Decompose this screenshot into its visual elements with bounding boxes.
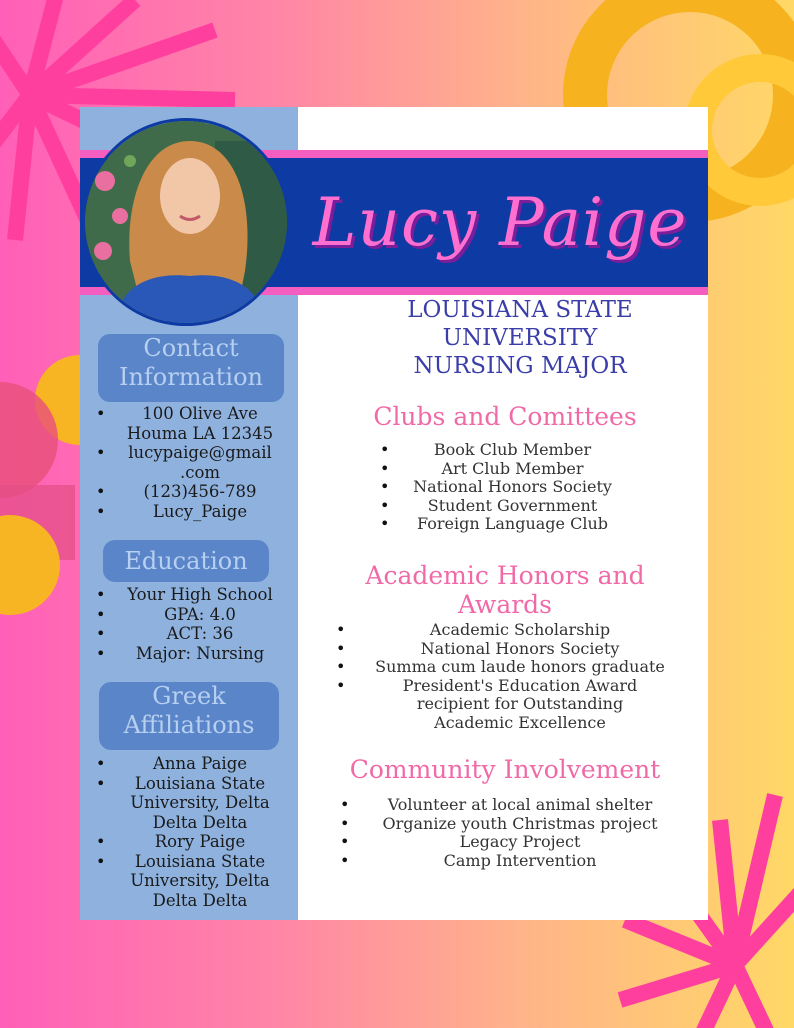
list-item: Delta Delta	[152, 890, 248, 910]
education-list	[84, 585, 294, 663]
list-item: • Rory Paige	[84, 832, 294, 852]
clubs-heading: Clubs and Comittees	[373, 402, 637, 431]
portrait-illustration	[85, 121, 290, 326]
name-title: Lucy Paige	[312, 184, 688, 261]
list-item: • GPA: 4.0	[84, 605, 294, 625]
profile-photo	[82, 118, 290, 326]
list-item: • Foreign Language Club	[380, 515, 645, 534]
list-item: • Louisiana State	[84, 852, 294, 872]
list-item: • Lucy_Paige	[84, 502, 294, 522]
greek-list	[84, 754, 294, 910]
list-item: • Anna Paige	[84, 754, 294, 774]
contact-heading	[98, 334, 284, 402]
list-item: • National Honors Society	[380, 478, 645, 497]
honors-heading	[330, 561, 680, 619]
contact-list	[84, 404, 294, 521]
list-item: .com	[179, 462, 221, 482]
list-item: Academic Excellence	[434, 712, 606, 732]
education-heading: Education	[103, 540, 269, 582]
list-item: • Louisiana State	[84, 774, 294, 794]
community-heading: Community Involvement	[349, 755, 661, 784]
list-item: • Student Government	[380, 497, 645, 516]
list-item: • 100 Olive Ave	[84, 404, 294, 424]
list-item: • (123)456-789	[84, 482, 294, 502]
greek-heading	[99, 682, 279, 750]
community-list	[340, 796, 700, 870]
honors-list	[336, 621, 704, 733]
clubs-list	[380, 441, 645, 534]
honors-heading-line-2: Awards	[457, 590, 553, 619]
list-item: • lucypaige@gmail	[84, 443, 294, 463]
list-item: • Major: Nursing	[84, 644, 294, 664]
list-item: • Summa cum laude honors graduate	[336, 658, 704, 677]
list-item: • Academic Scholarship	[336, 621, 704, 640]
honors-heading-line-1: Academic Honors and	[365, 561, 645, 590]
university-line-2: UNIVERSITY	[442, 325, 598, 351]
list-item: • Legacy Project	[340, 833, 700, 852]
list-item: • Organize youth Christmas project	[340, 815, 700, 834]
list-item: • Camp Intervention	[340, 852, 700, 871]
list-item: • Volunteer at local animal shelter	[340, 796, 700, 815]
list-item: recipient for Outstanding	[416, 694, 624, 714]
university-block	[330, 296, 710, 380]
list-item: Delta Delta	[152, 812, 248, 832]
greek-heading-line-1: Greek	[152, 682, 226, 710]
list-item: University, Delta	[130, 793, 270, 812]
list-item: • President's Education Award	[336, 677, 704, 696]
list-item: • Book Club Member	[380, 441, 645, 460]
list-item: • Your High School	[84, 585, 294, 605]
university-line-1: LOUISIANA STATE	[407, 297, 633, 323]
list-item: Houma LA 12345	[126, 423, 274, 443]
contact-heading-line-1: Contact	[143, 334, 239, 362]
list-item: University, Delta	[130, 871, 270, 890]
greek-heading-line-2: Affiliations	[123, 711, 255, 739]
list-item: • ACT: 36	[84, 624, 294, 644]
contact-heading-line-2: Information	[118, 363, 264, 391]
list-item: • National Honors Society	[336, 640, 704, 659]
university-line-3: NURSING MAJOR	[413, 353, 627, 379]
list-item: • Art Club Member	[380, 460, 645, 479]
